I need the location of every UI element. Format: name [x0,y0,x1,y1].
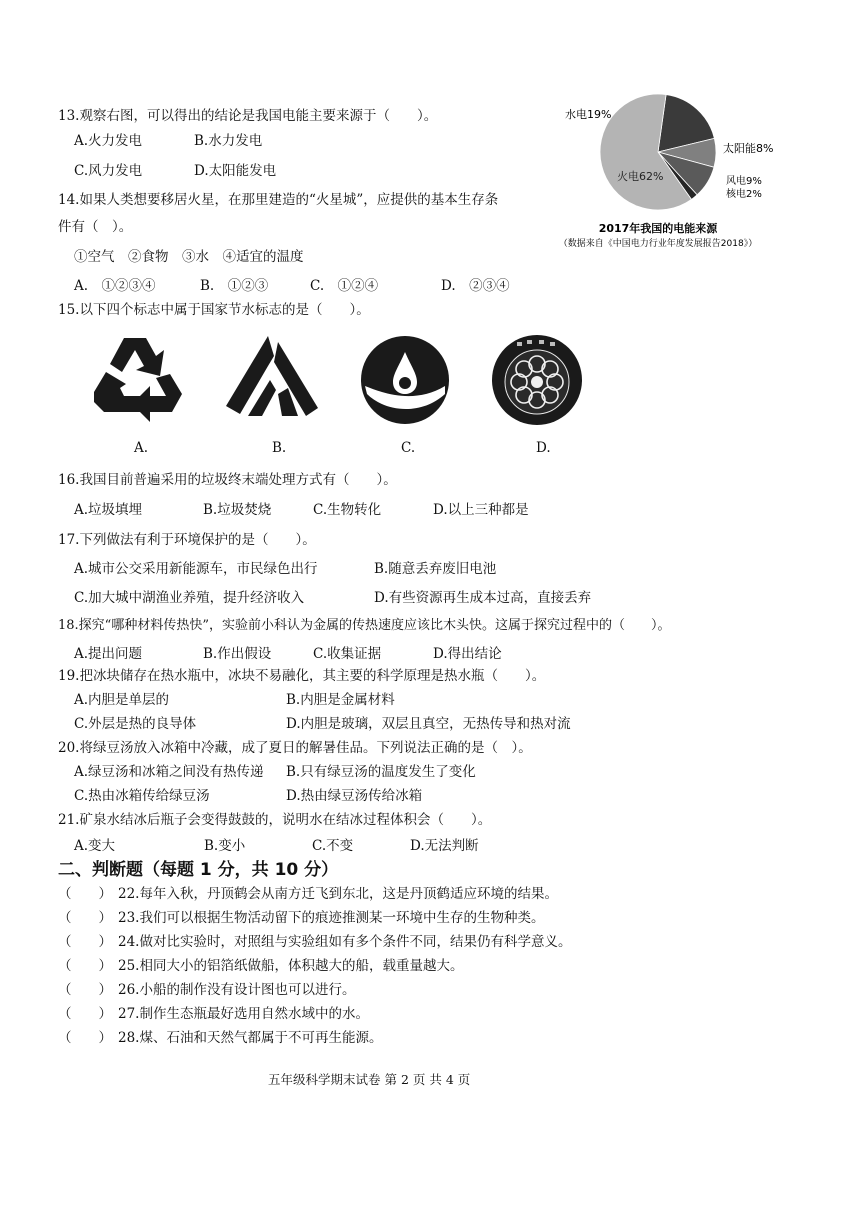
q20-option-b: B.只有绿豆汤的温度发生了变化 [286,764,476,780]
chart-source: （数据来自《中国电力行业年度发展报告2018》） [558,239,758,249]
q16-option-d: D.以上三种都是 [433,502,529,518]
question-14-items: ①空气 ②食物 ③水 ④适宜的温度 [74,249,304,265]
judge-item-28: 28.煤、石油和天然气都属于不可再生能源。 [118,1030,383,1046]
page-footer: 五年级科学期末试卷 第 2 页 共 4 页 [268,1072,471,1087]
question-15-text: 15.以下四个标志中属于国家节水标志的是（ ）。 [58,302,370,318]
energy-pie-chart [540,86,840,256]
q19-option-c: C.外层是热的良导体 [74,716,197,732]
question-13-text: 13.观察右图，可以得出的结论是我国电能主要来源于（ ）。 [58,108,438,124]
pie-label-nuclear: 核电2% [726,189,762,200]
answer-paren-22[interactable]: （ ） [58,886,112,902]
answer-paren-26[interactable]: （ ） [58,982,112,998]
q21-option-c: C.不变 [312,838,354,854]
q18-option-c: C.收集证据 [313,646,382,662]
pie-label-solar: 太阳能8% [723,142,774,155]
pie-label-hydro: 水电19% [565,108,612,121]
q20-option-a: A.绿豆汤和冰箱之间没有热传递 [74,764,264,780]
judge-item-24: 24.做对比实验时，对照组与实验组如有多个条件不同，结果仍有科学意义。 [118,934,572,950]
q13-option-c: C.风力发电 [74,163,143,179]
judge-item-23: 23.我们可以根据生物活动留下的痕迹推测某一环境中生存的生物种类。 [118,910,545,926]
q18-option-a: A.提出问题 [74,646,143,662]
q20-option-d: D.热由绿豆汤传给冰箱 [286,788,423,804]
q21-option-a: A.变大 [74,838,116,854]
q21-option-b: B.变小 [204,838,246,854]
recycle-icon [86,332,188,424]
answer-paren-23[interactable]: （ ） [58,910,112,926]
question-18-text: 18.探究“哪种材料传热快”，实验前小科认为金属的传热速度应该比木头快。这属于探究过程中的（ ）。 [58,618,671,633]
q18-option-d: D.得出结论 [433,646,502,662]
question-19-text: 19.把冰块储存在热水瓶中，冰块不易融化，其主要的科学原理是热水瓶（ ）。 [58,668,546,684]
q18-option-b: B.作出假设 [203,646,272,662]
q13-option-a: A.火力发电 [74,133,143,149]
q13-option-d: D.太阳能发电 [194,163,277,179]
q19-option-d: D.内胆是玻璃，双层且真空，无热传导和热对流 [286,716,571,732]
judge-item-25: 25.相同大小的铝箔纸做船，体积越大的船，载重量越大。 [118,958,464,974]
q14-option-c: C. ①②④ [310,278,379,294]
q17-option-d: D.有些资源再生成本过高，直接丢弃 [374,590,592,606]
answer-paren-24[interactable]: （ ） [58,934,112,950]
question-17-text: 17.下列做法有利于环境保护的是（ ）。 [58,532,316,548]
q17-option-a: A.城市公交采用新能源车，市民绿色出行 [74,561,318,577]
question-16-text: 16.我国目前普遍采用的垃圾终末端处理方式有（ ）。 [58,472,397,488]
pie-label-wind: 风电9% [726,176,762,187]
seal-emblem-icon [487,334,587,426]
q13-option-b: B.水力发电 [194,133,263,149]
q19-option-b: B.内胆是金属材料 [286,692,395,708]
question-21-text: 21.矿泉水结冰后瓶子会变得鼓鼓的，说明水在结冰过程体积会（ ）。 [58,812,492,828]
section-2-title: 二、判断题（每题 1 分，共 10 分） [58,860,339,880]
judge-item-26: 26.小船的制作没有设计图也可以进行。 [118,982,356,998]
q17-option-c: C.加大城中湖渔业养殖，提升经济收入 [74,590,305,606]
judge-item-27: 27.制作生态瓶最好选用自然水域中的水。 [118,1006,369,1022]
q21-option-d: D.无法判断 [410,838,479,854]
q14-option-a: A. ①②③④ [74,278,156,294]
q17-option-b: B.随意丢弃废旧电池 [374,561,497,577]
water-saving-icon [355,334,455,426]
pie-label-thermal: 火电62% [617,170,664,183]
q16-option-a: A.垃圾填埋 [74,502,143,518]
question-14-text: 14.如果人类想要移居火星，在那里建造的“火星城”，应提供的基本生存条 [58,192,499,208]
q19-option-a: A.内胆是单层的 [74,692,170,708]
q14-option-d: D. ②③④ [441,278,510,294]
question-14-cont: 件有（ ）。 [58,219,133,235]
answer-paren-25[interactable]: （ ） [58,958,112,974]
q15-option-c: C. [401,440,416,456]
q15-option-b: B. [272,440,287,456]
answer-paren-27[interactable]: （ ） [58,1006,112,1022]
q15-option-a: A. [134,440,149,456]
answer-paren-28[interactable]: （ ） [58,1030,112,1046]
q20-option-c: C.热由冰箱传给绿豆汤 [74,788,210,804]
q15-option-d: D. [536,440,551,456]
chart-title: 2017年我国的电能来源 [598,222,718,235]
judge-item-22: 22.每年入秋，丹顶鹤会从南方迁飞到东北，这是丹顶鹤适应环境的结果。 [118,886,558,902]
question-20-text: 20.将绿豆汤放入冰箱中冷藏，成了夏日的解暑佳品。下列说法正确的是（ ）。 [58,740,532,756]
q14-option-b: B. ①②③ [200,278,269,294]
q16-option-b: B.垃圾焚烧 [203,502,272,518]
triangle-logo-icon [222,332,322,424]
q16-option-c: C.生物转化 [313,502,382,518]
